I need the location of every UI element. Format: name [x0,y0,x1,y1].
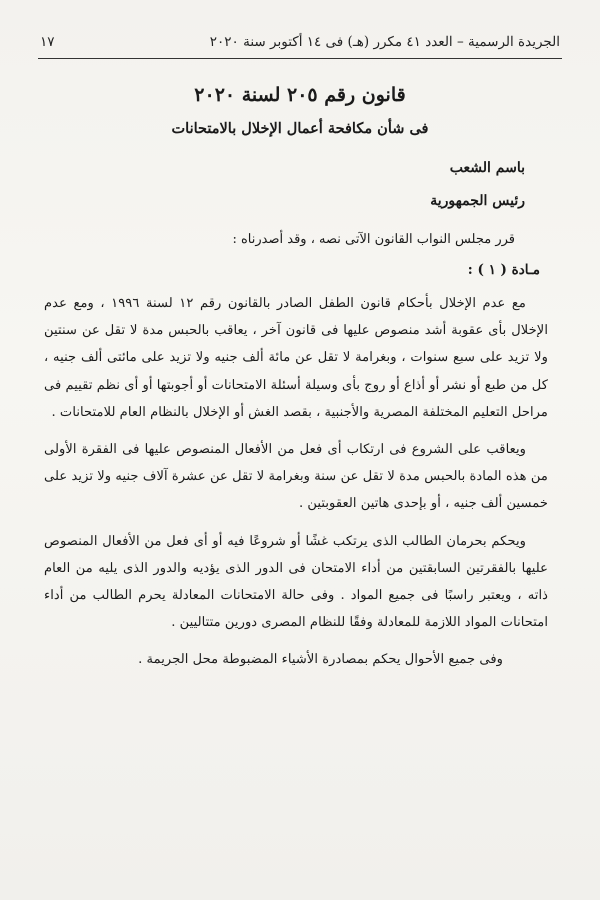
preamble: قرر مجلس النواب القانون الآتى نصه ، وقد أصدرناه : [232,232,515,247]
in-the-name-of: باسم الشعب [449,160,525,176]
page-header [40,34,560,50]
president-line: رئيس الجمهورية [430,193,525,209]
page-number: ١٧ [40,34,55,50]
article-body [44,290,548,684]
law-subtitle: فى شأن مكافحة أعمال الإخلال بالامتحانات [171,120,429,137]
paragraph-2: ويعاقب على الشروع فى ارتكاب أى فعل من الأفعال المنصوص عليها فى الفقرة الأولى من هذه المادة بالحبس مدة لا تقل عن سنة وبغرامة لا تقل عن عشرة آلاف جنيه ولا تزيد على خمسين ألف جنيه ، أو بإحدى هاتين العقوبتين . [44,442,548,512]
paragraph-4: وفى جميع الأحوال يحكم بمصادرة الأشياء المضبوطة محل الجريمة . [138,652,503,668]
paragraph-3: ويحكم بحرمان الطالب الذى يرتكب غشًا أو شروعًا فيه أو أى فعل من الأفعال المنصوص عليها بالفقرتين السابقتين من أداء الامتحان فى الدور الذى يؤديه والدور الذى يليه من العام ذاته ، ويعتبر راسبًا فى جميع المواد . وفى حالة الامتحانات المعادلة يحرم الطالب من أداء امتحانات المواد اللازمة للمعادلة وفقًا للنظام المصرى دورين متتاليين . [44,533,548,631]
law-title: قانون رقم ٢٠٥ لسنة ٢٠٢٠ [194,84,406,106]
paragraph-1: مع عدم الإخلال بأحكام قانون الطفل الصادر بالقانون رقم ١٢ لسنة ١٩٩٦ ، ومع عدم الإخلال بأى عقوبة أشد منصوص عليها فى قانون آخر ، يعاقب بالحبس مدة لا تقل عن سنتين ولا تزيد على سبع سنوات ، وبغرامة لا تقل عن مائة ألف جنيه ولا تزيد على مائتى ألف جنيه ، كل من طبع أو نشر أو أذاع أو روج بأى وسيلة أسئلة الامتحانات أو أجوبتها أو أى نظم تقييم فى مراحل التعليم المختلفة المصرية والأجنبية ، بقصد الغش أو الإخلال بالنظام العام للامتحانات . [44,296,548,420]
article-label: مـادة ( ١ ) : [467,262,540,278]
running-title: الجريدة الرسمية – العدد ٤١ مكرر (هـ) فى ١٤ أكتوبر سنة ٢٠٢٠ [209,34,560,50]
header-divider [38,58,562,59]
